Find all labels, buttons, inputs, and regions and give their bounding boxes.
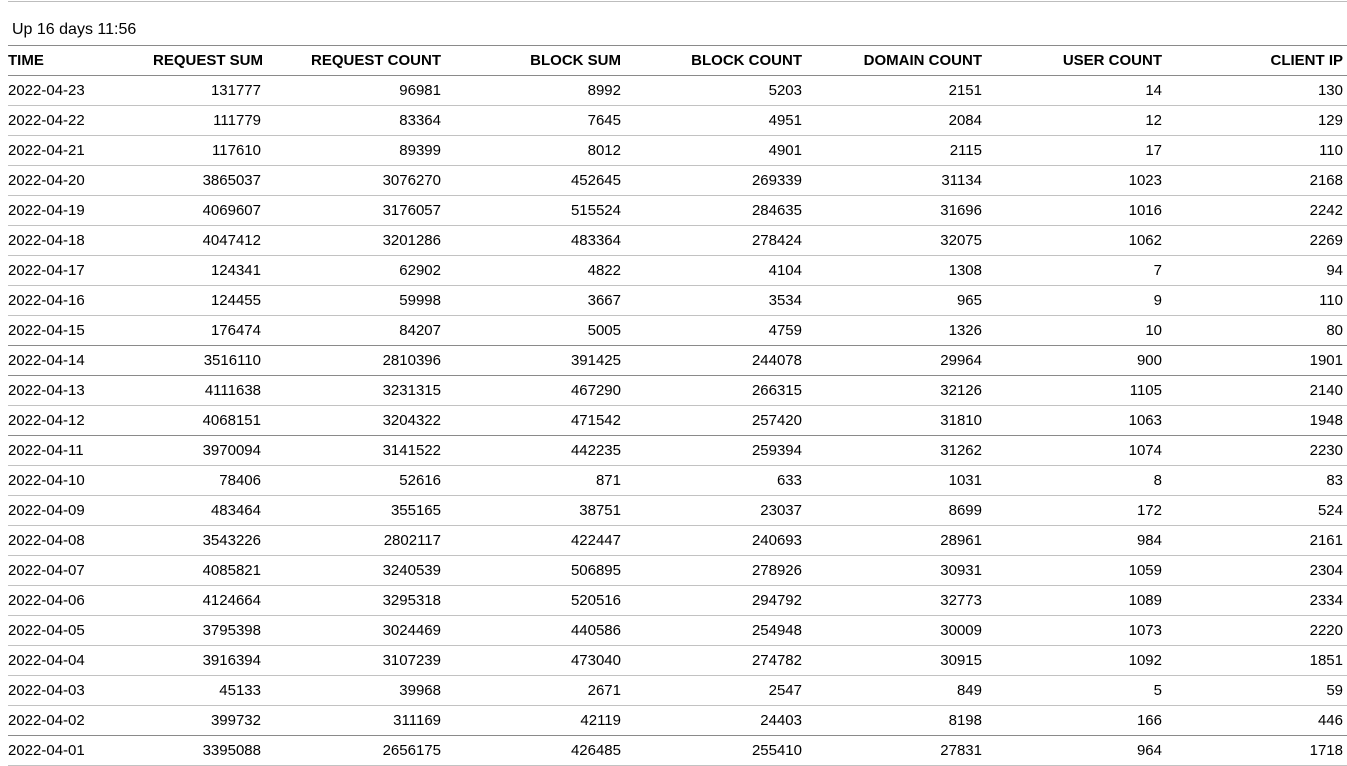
cell-block-count: 274782	[625, 646, 806, 676]
cell-request-sum: 124341	[153, 256, 265, 286]
table-row	[8, 196, 1347, 226]
cell-block-count: 4104	[625, 256, 806, 286]
cell-block-sum: 520516	[445, 586, 625, 616]
cell-client-ip: 2269	[1166, 226, 1347, 256]
cell-block-count: 5203	[625, 76, 806, 106]
column-header-domain-count: DOMAIN COUNT	[806, 46, 986, 76]
cell-time: 2022-04-01	[8, 736, 153, 766]
cell-client-ip: 130	[1166, 76, 1347, 106]
table-body	[8, 76, 1347, 766]
table-row	[8, 436, 1347, 466]
cell-request-sum: 176474	[153, 316, 265, 346]
cell-time: 2022-04-03	[8, 676, 153, 706]
cell-domain-count: 965	[806, 286, 986, 316]
column-header-block-count: BLOCK COUNT	[625, 46, 806, 76]
cell-client-ip: 1851	[1166, 646, 1347, 676]
cell-client-ip: 2220	[1166, 616, 1347, 646]
cell-block-sum: 515524	[445, 196, 625, 226]
cell-request-sum: 3543226	[153, 526, 265, 556]
cell-user-count: 964	[986, 736, 1166, 766]
cell-request-count: 355165	[265, 496, 445, 526]
cell-block-count: 259394	[625, 436, 806, 466]
column-header-time: TIME	[8, 46, 153, 76]
cell-domain-count: 31696	[806, 196, 986, 226]
cell-client-ip: 2168	[1166, 166, 1347, 196]
cell-block-count: 278424	[625, 226, 806, 256]
cell-block-count: 4759	[625, 316, 806, 346]
cell-domain-count: 31810	[806, 406, 986, 436]
cell-block-sum: 473040	[445, 646, 625, 676]
table-row	[8, 76, 1347, 106]
cell-client-ip: 2161	[1166, 526, 1347, 556]
cell-domain-count: 32126	[806, 376, 986, 406]
cell-user-count: 14	[986, 76, 1166, 106]
cell-client-ip: 2242	[1166, 196, 1347, 226]
cell-request-sum: 117610	[153, 136, 265, 166]
cell-request-count: 89399	[265, 136, 445, 166]
cell-request-count: 3204322	[265, 406, 445, 436]
cell-domain-count: 30931	[806, 556, 986, 586]
cell-block-count: 24403	[625, 706, 806, 736]
cell-domain-count: 31134	[806, 166, 986, 196]
header-row	[8, 46, 1347, 76]
cell-block-count: 284635	[625, 196, 806, 226]
cell-block-sum: 391425	[445, 346, 625, 376]
cell-block-sum: 426485	[445, 736, 625, 766]
table-row	[8, 316, 1347, 346]
table-row	[8, 286, 1347, 316]
cell-client-ip: 94	[1166, 256, 1347, 286]
cell-time: 2022-04-04	[8, 646, 153, 676]
cell-client-ip: 110	[1166, 286, 1347, 316]
cell-request-count: 84207	[265, 316, 445, 346]
cell-request-sum: 4069607	[153, 196, 265, 226]
cell-user-count: 12	[986, 106, 1166, 136]
cell-user-count: 172	[986, 496, 1166, 526]
cell-block-sum: 467290	[445, 376, 625, 406]
cell-domain-count: 30915	[806, 646, 986, 676]
cell-block-sum: 2671	[445, 676, 625, 706]
cell-domain-count: 32075	[806, 226, 986, 256]
table-row	[8, 136, 1347, 166]
cell-block-count: 240693	[625, 526, 806, 556]
cell-request-count: 62902	[265, 256, 445, 286]
cell-block-count: 2547	[625, 676, 806, 706]
table-row	[8, 166, 1347, 196]
cell-request-sum: 483464	[153, 496, 265, 526]
cell-block-sum: 452645	[445, 166, 625, 196]
cell-time: 2022-04-17	[8, 256, 153, 286]
cell-block-sum: 42119	[445, 706, 625, 736]
cell-request-count: 59998	[265, 286, 445, 316]
cell-user-count: 5	[986, 676, 1166, 706]
cell-time: 2022-04-22	[8, 106, 153, 136]
cell-time: 2022-04-18	[8, 226, 153, 256]
cell-domain-count: 8198	[806, 706, 986, 736]
cell-user-count: 9	[986, 286, 1166, 316]
table-row	[8, 106, 1347, 136]
cell-user-count: 1059	[986, 556, 1166, 586]
cell-request-sum: 4085821	[153, 556, 265, 586]
table-row	[8, 466, 1347, 496]
cell-request-count: 96981	[265, 76, 445, 106]
column-header-client-ip: CLIENT IP	[1166, 46, 1347, 76]
cell-block-sum: 7645	[445, 106, 625, 136]
cell-user-count: 17	[986, 136, 1166, 166]
cell-domain-count: 2151	[806, 76, 986, 106]
cell-block-sum: 8992	[445, 76, 625, 106]
cell-user-count: 1105	[986, 376, 1166, 406]
cell-block-sum: 422447	[445, 526, 625, 556]
cell-time: 2022-04-19	[8, 196, 153, 226]
cell-block-sum: 471542	[445, 406, 625, 436]
cell-client-ip: 83	[1166, 466, 1347, 496]
cell-client-ip: 1901	[1166, 346, 1347, 376]
table-row	[8, 586, 1347, 616]
cell-user-count: 7	[986, 256, 1166, 286]
cell-time: 2022-04-23	[8, 76, 153, 106]
cell-request-count: 3076270	[265, 166, 445, 196]
cell-block-sum: 8012	[445, 136, 625, 166]
cell-domain-count: 8699	[806, 496, 986, 526]
cell-domain-count: 32773	[806, 586, 986, 616]
cell-request-count: 52616	[265, 466, 445, 496]
table-header	[8, 46, 1347, 76]
cell-block-sum: 442235	[445, 436, 625, 466]
cell-domain-count: 30009	[806, 616, 986, 646]
cell-request-count: 3024469	[265, 616, 445, 646]
column-header-user-count: USER COUNT	[986, 46, 1166, 76]
cell-block-sum: 38751	[445, 496, 625, 526]
cell-domain-count: 28961	[806, 526, 986, 556]
cell-client-ip: 524	[1166, 496, 1347, 526]
cell-time: 2022-04-05	[8, 616, 153, 646]
cell-time: 2022-04-15	[8, 316, 153, 346]
cell-block-count: 633	[625, 466, 806, 496]
column-header-block-sum: BLOCK SUM	[445, 46, 625, 76]
cell-domain-count: 849	[806, 676, 986, 706]
cell-block-count: 255410	[625, 736, 806, 766]
uptime-status: Up 16 days 11:56	[12, 21, 137, 38]
cell-block-count: 294792	[625, 586, 806, 616]
cell-request-count: 3201286	[265, 226, 445, 256]
table-row	[8, 646, 1347, 676]
cell-block-count: 278926	[625, 556, 806, 586]
cell-request-count: 83364	[265, 106, 445, 136]
cell-block-count: 266315	[625, 376, 806, 406]
cell-block-count: 4951	[625, 106, 806, 136]
cell-request-count: 3240539	[265, 556, 445, 586]
cell-domain-count: 27831	[806, 736, 986, 766]
cell-block-count: 254948	[625, 616, 806, 646]
cell-user-count: 1062	[986, 226, 1166, 256]
cell-request-count: 2656175	[265, 736, 445, 766]
cell-request-count: 3295318	[265, 586, 445, 616]
cell-domain-count: 2084	[806, 106, 986, 136]
table-row	[8, 556, 1347, 586]
cell-time: 2022-04-16	[8, 286, 153, 316]
table-row	[8, 376, 1347, 406]
table-row	[8, 226, 1347, 256]
cell-client-ip: 110	[1166, 136, 1347, 166]
cell-request-sum: 4068151	[153, 406, 265, 436]
cell-client-ip: 2304	[1166, 556, 1347, 586]
cell-block-sum: 871	[445, 466, 625, 496]
table-row	[8, 676, 1347, 706]
cell-domain-count: 31262	[806, 436, 986, 466]
cell-block-sum: 3667	[445, 286, 625, 316]
cell-user-count: 1023	[986, 166, 1166, 196]
cell-block-count: 257420	[625, 406, 806, 436]
cell-block-count: 4901	[625, 136, 806, 166]
cell-time: 2022-04-02	[8, 706, 153, 736]
cell-user-count: 8	[986, 466, 1166, 496]
cell-client-ip: 2140	[1166, 376, 1347, 406]
cell-time: 2022-04-10	[8, 466, 153, 496]
column-header-request-sum: REQUEST SUM	[153, 46, 265, 76]
cell-client-ip: 1718	[1166, 736, 1347, 766]
cell-request-sum: 3395088	[153, 736, 265, 766]
cell-request-sum: 3916394	[153, 646, 265, 676]
daily-stats-table	[8, 45, 1347, 766]
cell-request-sum: 111779	[153, 106, 265, 136]
table-row	[8, 526, 1347, 556]
cell-time: 2022-04-06	[8, 586, 153, 616]
cell-request-sum: 131777	[153, 76, 265, 106]
cell-user-count: 1073	[986, 616, 1166, 646]
cell-time: 2022-04-11	[8, 436, 153, 466]
top-divider	[8, 1, 1347, 2]
cell-client-ip: 59	[1166, 676, 1347, 706]
cell-request-sum: 45133	[153, 676, 265, 706]
cell-block-count: 244078	[625, 346, 806, 376]
cell-time: 2022-04-14	[8, 346, 153, 376]
table-row	[8, 736, 1347, 766]
cell-client-ip: 80	[1166, 316, 1347, 346]
cell-request-sum: 3970094	[153, 436, 265, 466]
cell-request-sum: 4111638	[153, 376, 265, 406]
cell-time: 2022-04-20	[8, 166, 153, 196]
table-row	[8, 406, 1347, 436]
cell-user-count: 1089	[986, 586, 1166, 616]
cell-request-sum: 3516110	[153, 346, 265, 376]
cell-block-count: 269339	[625, 166, 806, 196]
cell-client-ip: 129	[1166, 106, 1347, 136]
table-row	[8, 346, 1347, 376]
cell-time: 2022-04-08	[8, 526, 153, 556]
cell-time: 2022-04-09	[8, 496, 153, 526]
cell-request-count: 3176057	[265, 196, 445, 226]
cell-block-sum: 5005	[445, 316, 625, 346]
cell-request-sum: 78406	[153, 466, 265, 496]
cell-user-count: 1063	[986, 406, 1166, 436]
cell-user-count: 1074	[986, 436, 1166, 466]
cell-domain-count: 1326	[806, 316, 986, 346]
cell-request-sum: 3865037	[153, 166, 265, 196]
cell-request-sum: 124455	[153, 286, 265, 316]
cell-request-count: 3141522	[265, 436, 445, 466]
cell-user-count: 166	[986, 706, 1166, 736]
cell-client-ip: 1948	[1166, 406, 1347, 436]
cell-user-count: 900	[986, 346, 1166, 376]
cell-domain-count: 1031	[806, 466, 986, 496]
cell-block-sum: 440586	[445, 616, 625, 646]
cell-block-sum: 4822	[445, 256, 625, 286]
cell-request-count: 39968	[265, 676, 445, 706]
cell-request-count: 2802117	[265, 526, 445, 556]
cell-domain-count: 29964	[806, 346, 986, 376]
cell-client-ip: 446	[1166, 706, 1347, 736]
cell-request-count: 3107239	[265, 646, 445, 676]
column-header-request-count: REQUEST COUNT	[265, 46, 445, 76]
cell-request-count: 311169	[265, 706, 445, 736]
cell-time: 2022-04-12	[8, 406, 153, 436]
cell-user-count: 984	[986, 526, 1166, 556]
cell-domain-count: 1308	[806, 256, 986, 286]
cell-time: 2022-04-13	[8, 376, 153, 406]
cell-client-ip: 2230	[1166, 436, 1347, 466]
cell-time: 2022-04-07	[8, 556, 153, 586]
table-row	[8, 496, 1347, 526]
cell-block-count: 3534	[625, 286, 806, 316]
cell-request-sum: 399732	[153, 706, 265, 736]
cell-domain-count: 2115	[806, 136, 986, 166]
table-row	[8, 256, 1347, 286]
cell-request-sum: 4047412	[153, 226, 265, 256]
cell-client-ip: 2334	[1166, 586, 1347, 616]
cell-request-count: 3231315	[265, 376, 445, 406]
cell-user-count: 1016	[986, 196, 1166, 226]
cell-request-sum: 3795398	[153, 616, 265, 646]
cell-user-count: 10	[986, 316, 1166, 346]
table-row	[8, 616, 1347, 646]
cell-block-sum: 506895	[445, 556, 625, 586]
table-row	[8, 706, 1347, 736]
cell-request-sum: 4124664	[153, 586, 265, 616]
cell-request-count: 2810396	[265, 346, 445, 376]
cell-block-sum: 483364	[445, 226, 625, 256]
cell-time: 2022-04-21	[8, 136, 153, 166]
cell-user-count: 1092	[986, 646, 1166, 676]
cell-block-count: 23037	[625, 496, 806, 526]
